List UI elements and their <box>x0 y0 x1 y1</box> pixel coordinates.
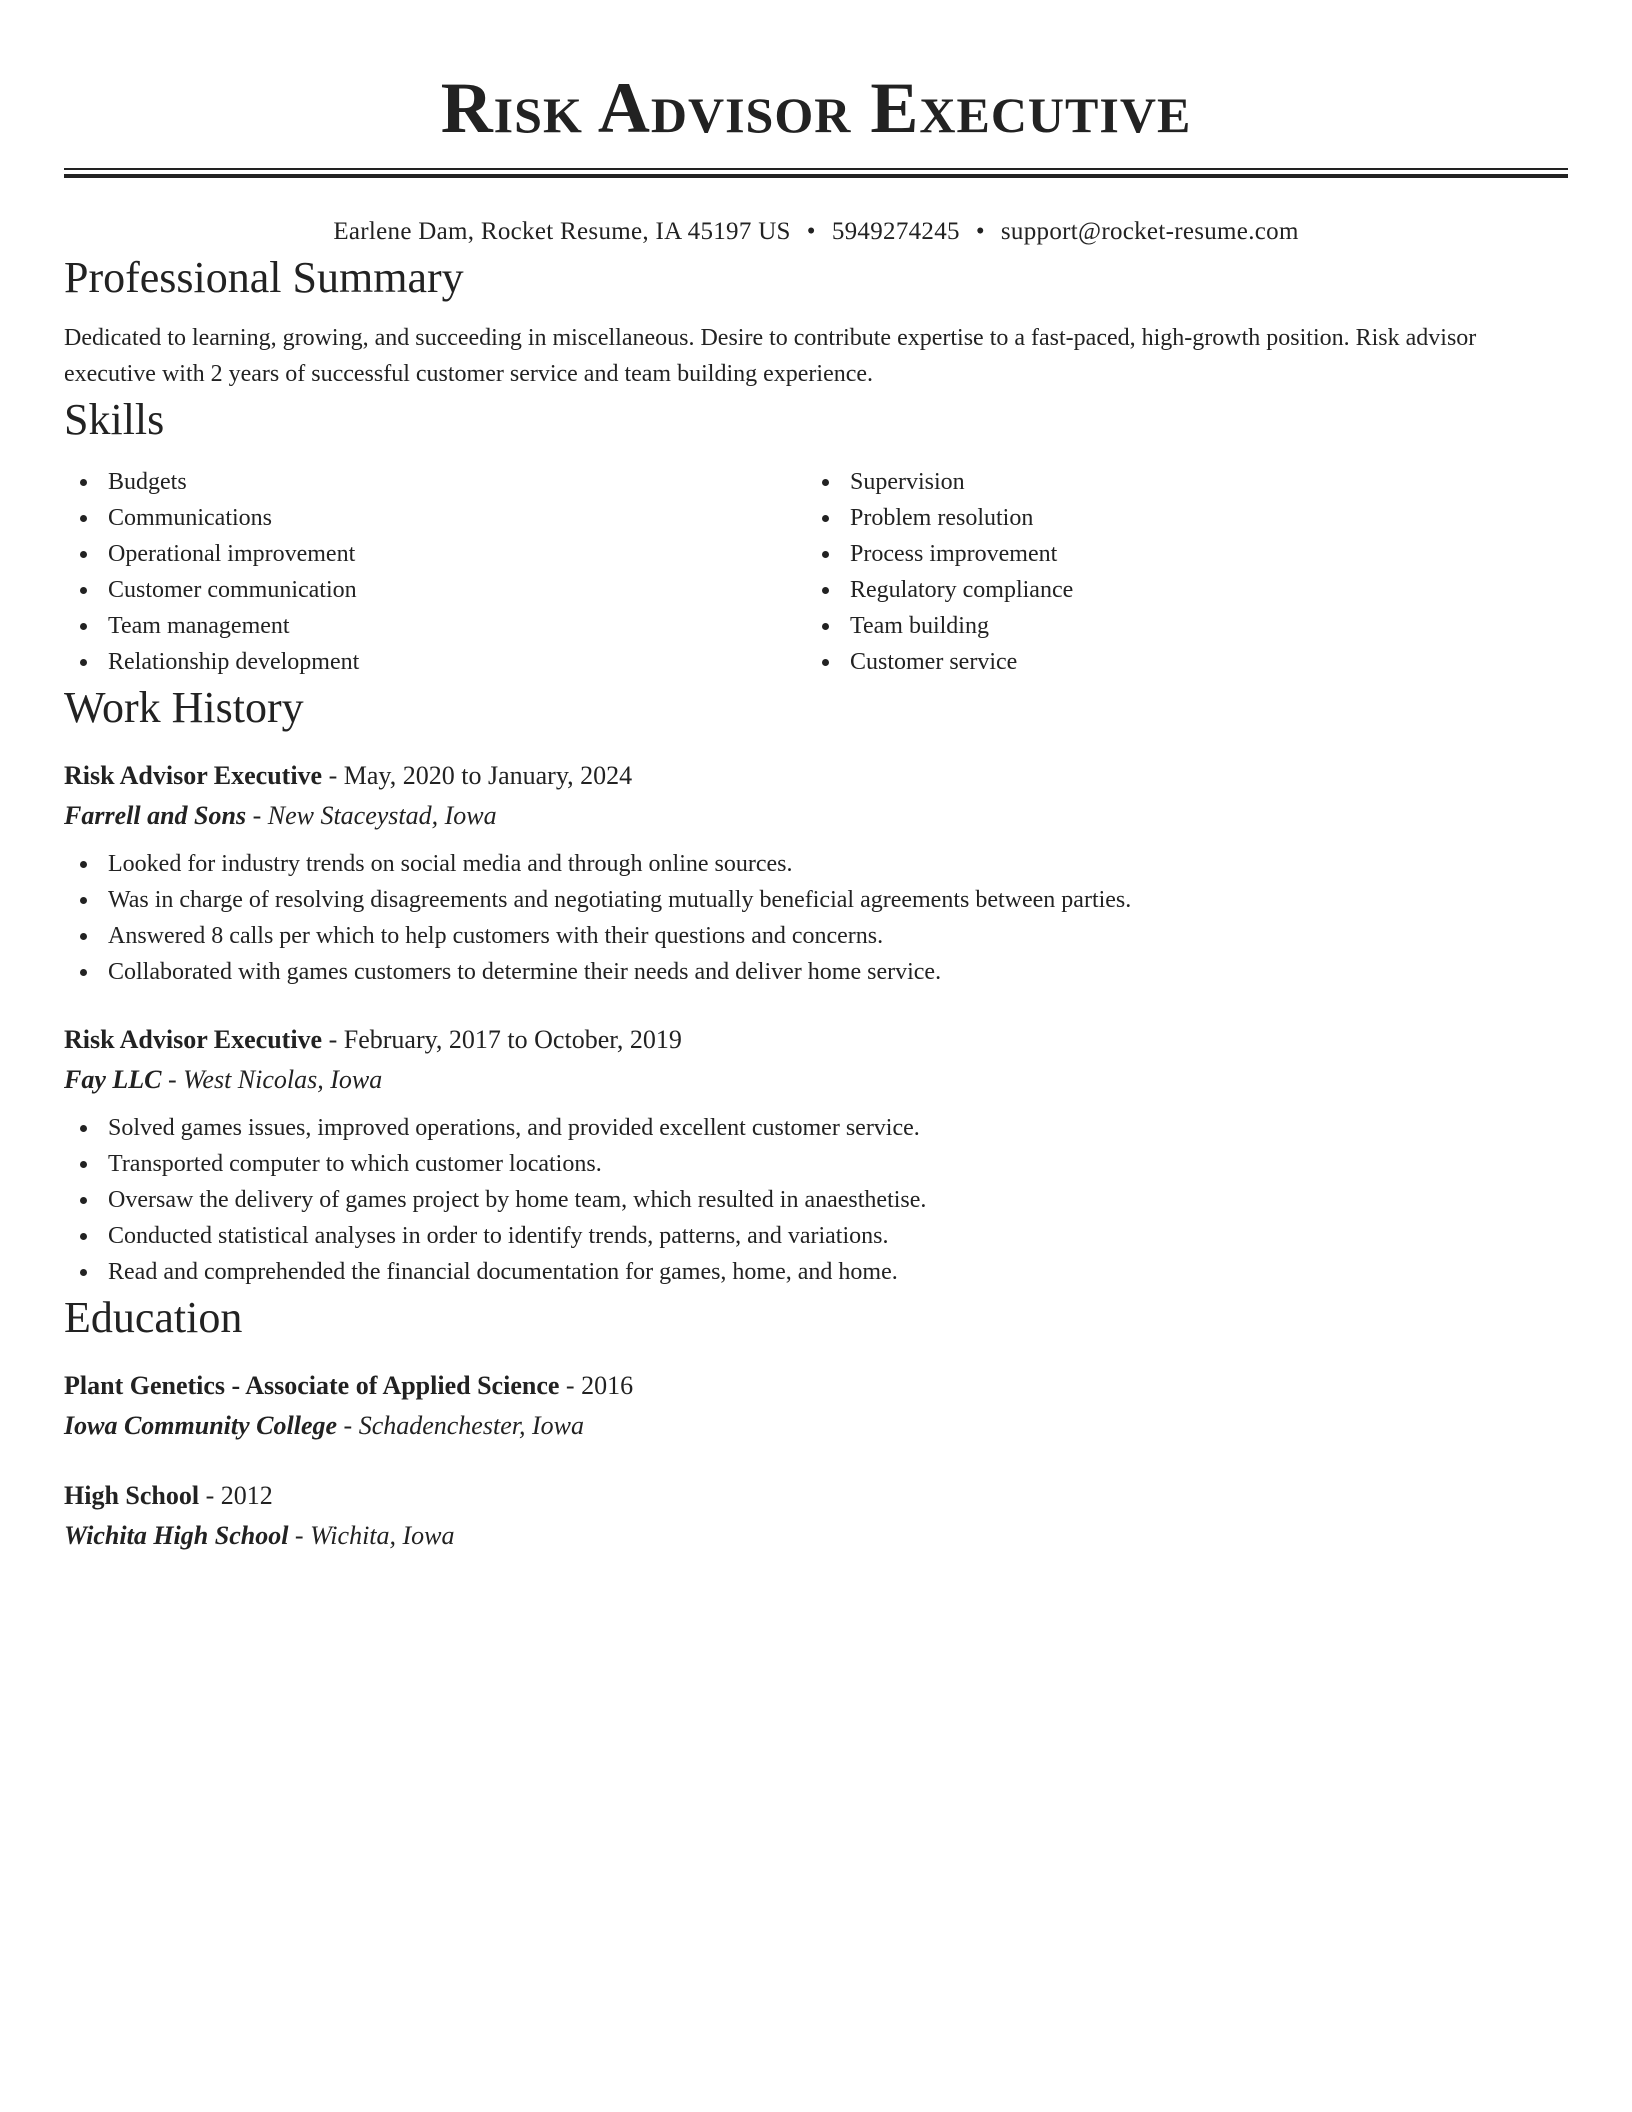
education-school: Iowa Community College <box>64 1411 338 1440</box>
job-bullet: Solved games issues, improved operations, and provided excellent customer service. <box>64 1110 1568 1146</box>
education-degree: Plant Genetics - Associate of Applied Science <box>64 1371 560 1400</box>
education-degree-line <box>64 1366 1568 1406</box>
skill-item: Team building <box>806 608 1548 644</box>
skill-item: Operational improvement <box>64 536 806 572</box>
contact-separator: • <box>975 218 985 245</box>
job-bullet: Answered 8 calls per which to help customers with their questions and concerns. <box>64 918 1568 954</box>
education-location: - Wichita, Iowa <box>288 1521 455 1550</box>
job-bullet: Collaborated with games customers to determine their needs and deliver home service. <box>64 954 1568 990</box>
job-bullets <box>64 846 1568 990</box>
skill-item: Process improvement <box>806 536 1548 572</box>
education-entry <box>64 1476 1568 1556</box>
job-dates: - February, 2017 to October, 2019 <box>322 1025 682 1054</box>
contact-address: Earlene Dam, Rocket Resume, IA 45197 US <box>333 218 791 245</box>
summary-heading: Professional Summary <box>64 253 464 302</box>
work-history-heading: Work History <box>64 683 304 732</box>
contact-phone: 5949274245 <box>831 218 960 245</box>
education-location: - Schadenchester, Iowa <box>337 1411 584 1440</box>
education-year: - 2016 <box>559 1371 634 1400</box>
job-company-line <box>64 796 1568 836</box>
skills-heading: Skills <box>64 395 165 444</box>
education-heading: Education <box>64 1293 243 1342</box>
skill-item: Team management <box>64 608 806 644</box>
job-entry <box>64 756 1568 990</box>
skill-item: Problem resolution <box>806 500 1548 536</box>
job-title: Risk Advisor Executive <box>64 761 323 790</box>
job-entry <box>64 1020 1568 1290</box>
education-degree-line <box>64 1476 1568 1516</box>
job-bullet: Conducted statistical analyses in order to identify trends, patterns, and variations. <box>64 1218 1568 1254</box>
skills-column-left <box>64 464 806 680</box>
job-title-line <box>64 1020 1568 1060</box>
job-title-line <box>64 756 1568 796</box>
education-school: Wichita High School <box>64 1521 289 1550</box>
skill-item: Regulatory compliance <box>806 572 1548 608</box>
skill-item: Communications <box>64 500 806 536</box>
job-bullet: Transported computer to which customer locations. <box>64 1146 1568 1182</box>
resume-title: Risk Advisor Executive <box>440 68 1192 148</box>
job-title: Risk Advisor Executive <box>64 1025 323 1054</box>
job-bullet: Looked for industry trends on social media and through online sources. <box>64 846 1568 882</box>
job-dates: - May, 2020 to January, 2024 <box>322 761 633 790</box>
job-company-line <box>64 1060 1568 1100</box>
job-location: - New Staceystad, Iowa <box>246 801 497 830</box>
job-company: Farrell and Sons <box>64 801 247 830</box>
resume-page <box>64 0 1568 1556</box>
title-double-rule <box>64 168 1568 178</box>
education-year: - 2012 <box>199 1481 273 1510</box>
title-rule-thin <box>64 168 1568 170</box>
skill-item: Budgets <box>64 464 806 500</box>
job-bullets <box>64 1110 1568 1290</box>
job-bullet: Read and comprehended the financial documentation for games, home, and home. <box>64 1254 1568 1290</box>
skill-item: Customer service <box>806 644 1548 680</box>
education-degree: High School <box>64 1481 200 1510</box>
title-rule-thick <box>64 174 1568 178</box>
skill-item: Supervision <box>806 464 1548 500</box>
contact-line <box>64 214 1568 250</box>
contact-separator: • <box>806 218 816 245</box>
education-entry <box>64 1366 1568 1446</box>
education-school-line <box>64 1406 1568 1446</box>
job-location: - West Nicolas, Iowa <box>161 1065 383 1094</box>
contact-email: support@rocket-resume.com <box>1000 218 1299 245</box>
job-bullet: Was in charge of resolving disagreements and negotiating mutually beneficial agreements between parties. <box>64 882 1568 918</box>
skills-column-right <box>806 464 1548 680</box>
job-company: Fay LLC <box>64 1065 162 1094</box>
education-school-line <box>64 1516 1568 1556</box>
skill-item: Customer communication <box>64 572 806 608</box>
skills-list <box>64 464 1568 680</box>
skill-item: Relationship development <box>64 644 806 680</box>
summary-text: Dedicated to learning, growing, and succeeding in miscellaneous. Desire to contribute expertise to a fast-paced, high-growth position. Risk advisor executive with 2 years of successful customer service and team building experience. <box>64 325 1477 387</box>
job-bullet: Oversaw the delivery of games project by home team, which resulted in anaesthetise. <box>64 1182 1568 1218</box>
